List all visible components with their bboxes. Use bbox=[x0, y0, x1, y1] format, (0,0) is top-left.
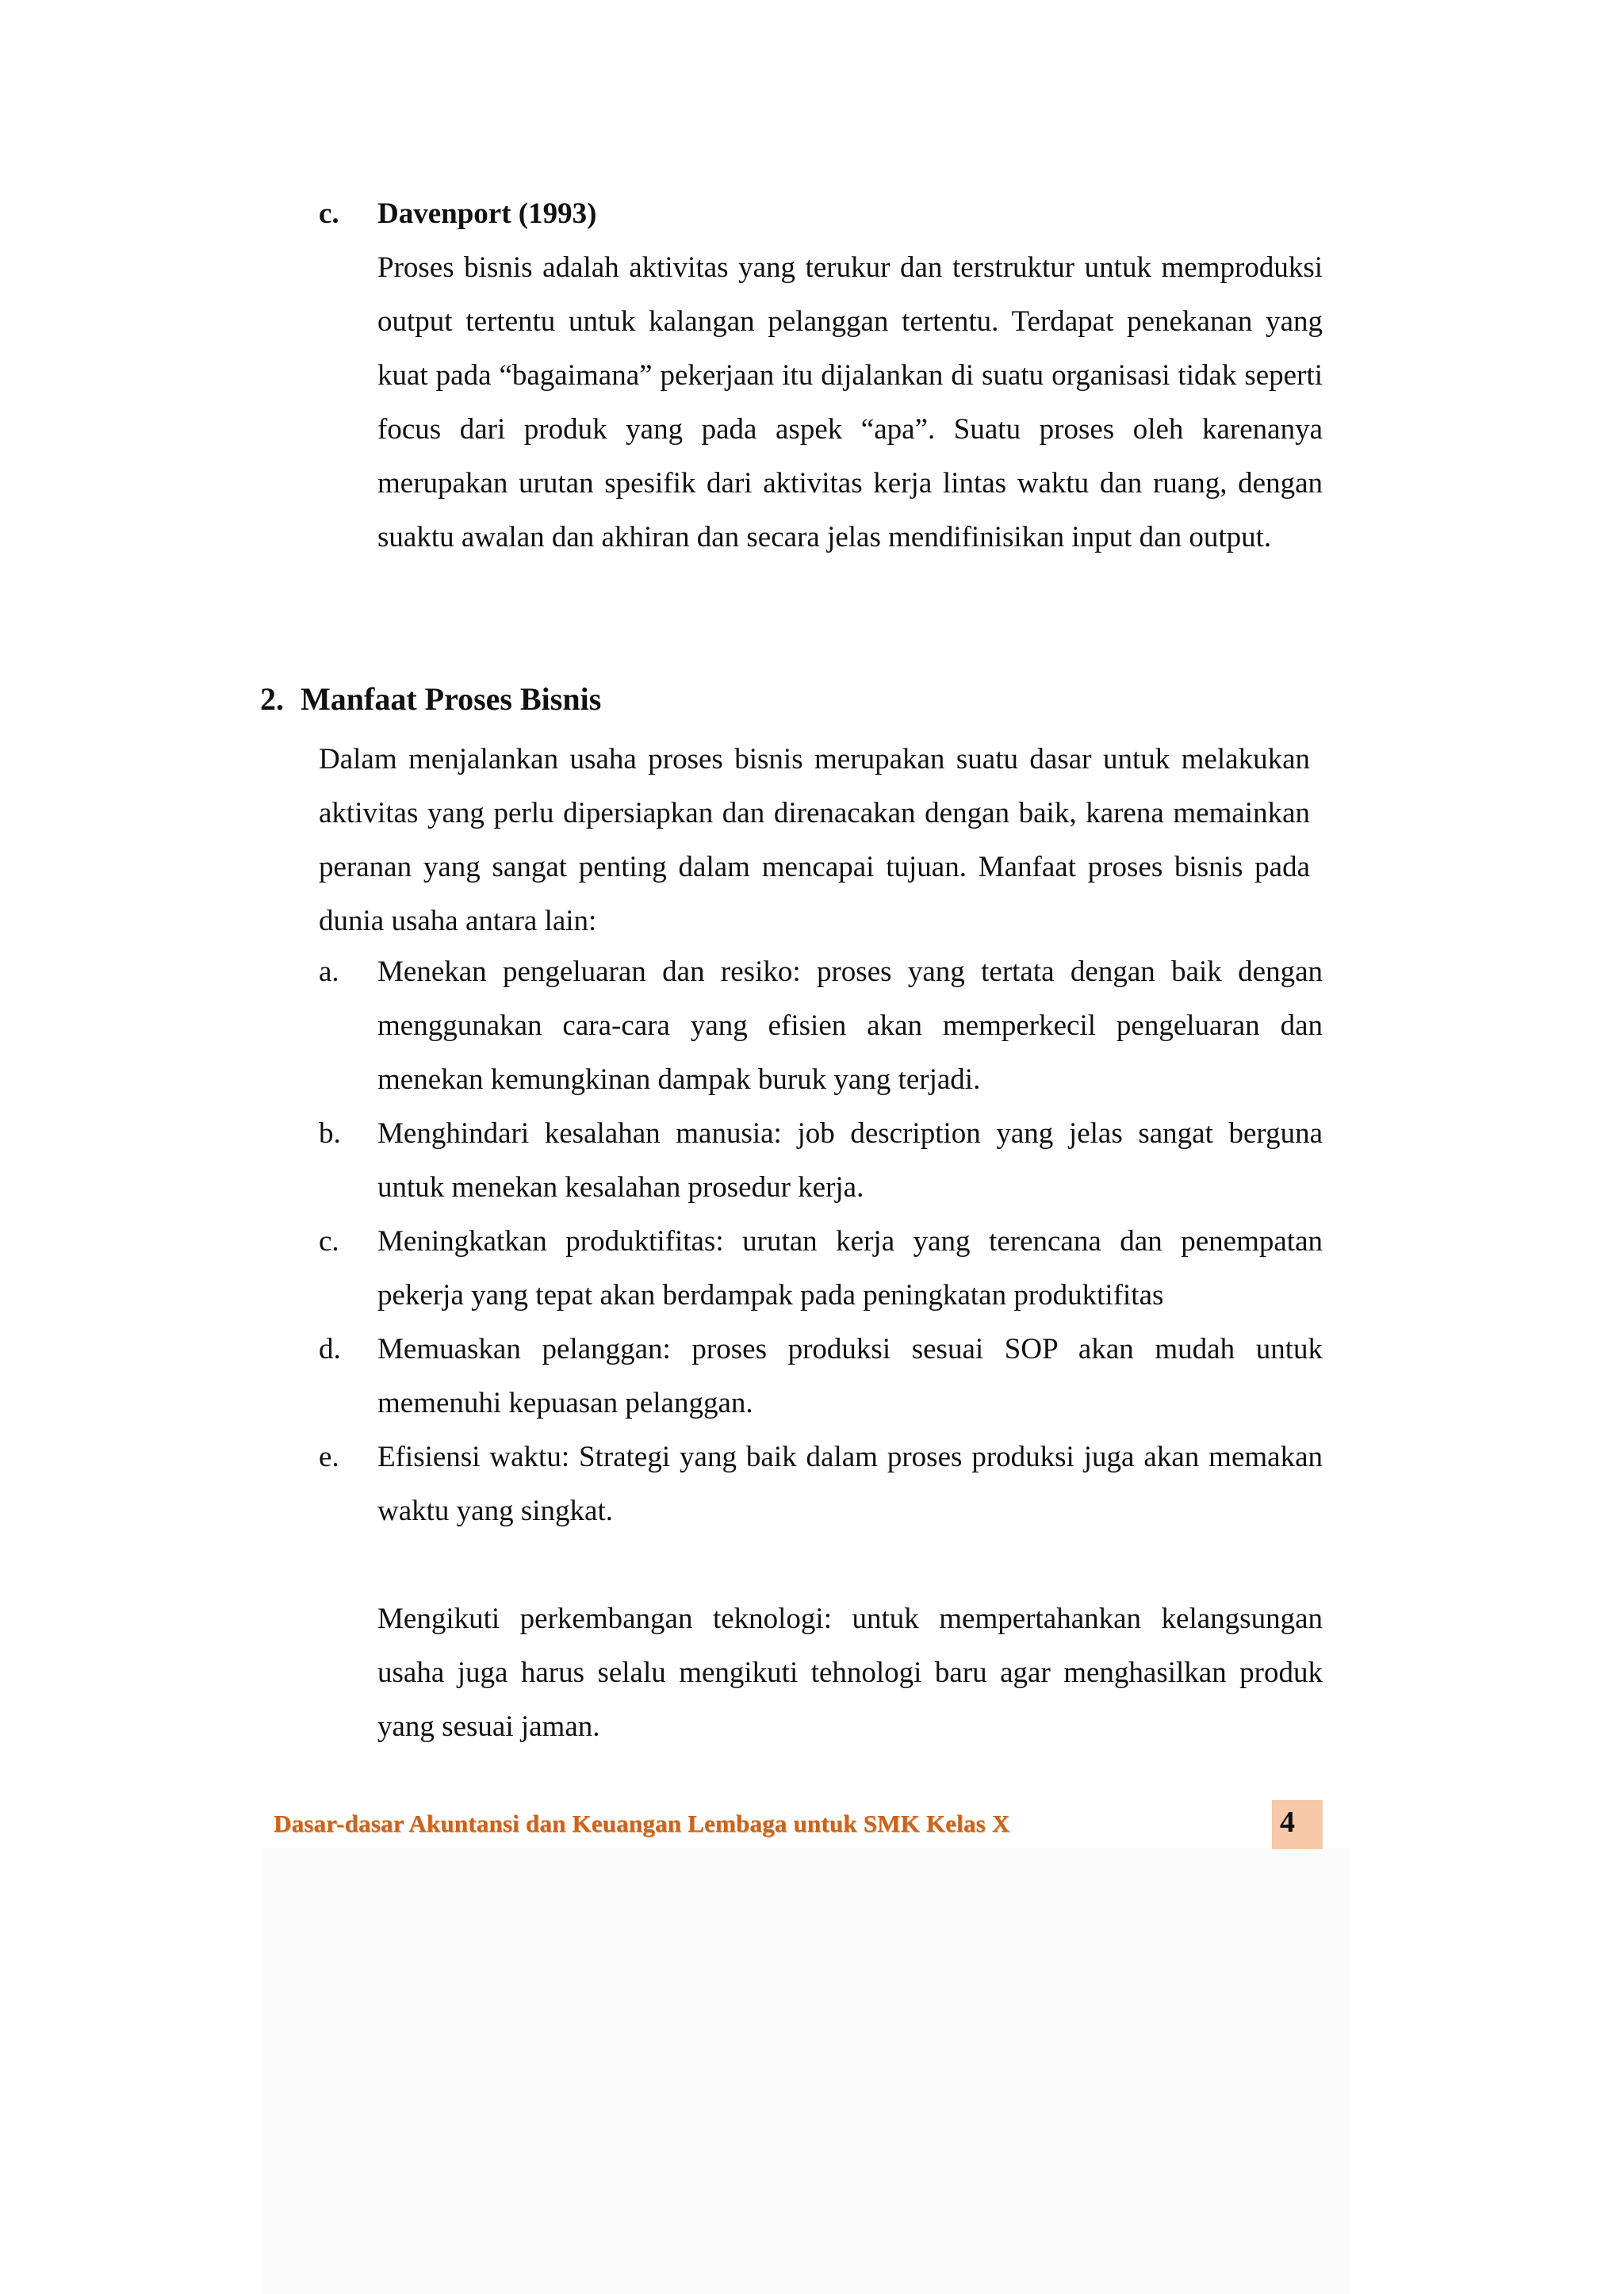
list-item bbox=[319, 1107, 1323, 1215]
list-item-marker: d. bbox=[319, 1333, 341, 1365]
list-item-text: Meningkatkan produktifitas: urutan kerja yang terencana dan penempatan pekerja yang tepat akan berdampak pada peningkatan produktifitas bbox=[377, 1225, 1323, 1312]
continuation-paragraph: Mengikuti perkembangan teknologi: untuk mempertahankan kelangsungan usaha juga harus selalu mengikuti tehnologi baru agar menghasilkan produk yang sesuai jaman. bbox=[377, 1603, 1323, 1743]
list-item bbox=[319, 1430, 1323, 1538]
davenport-heading bbox=[319, 195, 596, 233]
list-item bbox=[319, 1323, 1323, 1430]
list-item-text: Memuaskan pelanggan: proses produksi sesuai SOP akan mudah untuk memenuhi kepuasan pelanggan. bbox=[377, 1333, 1323, 1419]
page-number: 4 bbox=[1272, 1800, 1323, 1849]
davenport-marker: c. bbox=[319, 197, 339, 230]
davenport-paragraph: Proses bisnis adalah aktivitas yang terukur dan terstruktur untuk memproduksi output tertentu untuk kalangan pelanggan tertentu. Terdapat penekanan yang kuat pada “bagaimana” pekerjaan itu dijalankan di suatu organisasi tidak seperti focus dari produk yang pada aspek “apa”. Suatu proses oleh karenanya merupakan urutan spesifik dari aktivitas kerja lintas waktu dan ruang, dengan suaktu awalan dan akhiran dan secara jelas mendifinisikan input dan output. bbox=[377, 251, 1323, 553]
davenport-title: Davenport (1993) bbox=[377, 197, 597, 230]
list-item bbox=[319, 1215, 1323, 1323]
list-item-text: Menghindari kesalahan manusia: job description yang jelas sangat berguna untuk menekan kesalahan prosedur kerja. bbox=[377, 1117, 1323, 1204]
footer-book-title: Dasar-dasar Akuntansi dan Keuangan Lembaga untuk SMK Kelas X bbox=[274, 1810, 1010, 1837]
list-item-marker: c. bbox=[319, 1225, 339, 1258]
list-item-marker: a. bbox=[319, 956, 339, 988]
list-item-marker: b. bbox=[319, 1117, 341, 1150]
section-number: 2. bbox=[260, 681, 284, 717]
section-heading bbox=[260, 679, 601, 720]
list-item-text: Menekan pengeluaran dan resiko: proses yang tertata dengan baik dengan menggunakan cara-cara yang efisien akan memperkecil pengeluaran dan menekan kemungkinan dampak buruk yang terjadi. bbox=[377, 956, 1323, 1096]
list-item-marker: e. bbox=[319, 1441, 339, 1473]
section-title: Manfaat Proses Bisnis bbox=[301, 681, 602, 717]
page-shadow-area bbox=[263, 1848, 1350, 2294]
intro-paragraph: Dalam menjalankan usaha proses bisnis merupakan suatu dasar untuk melakukan aktivitas yang perlu dipersiapkan dan direnacakan dengan baik, karena memainkan peranan yang sangat penting dalam mencapai tujuan. Manfaat proses bisnis pada dunia usaha antara lain: bbox=[319, 743, 1310, 937]
benefit-list bbox=[319, 945, 1323, 1538]
list-item bbox=[319, 945, 1323, 1107]
list-item-text: Efisiensi waktu: Strategi yang baik dalam proses produksi juga akan memakan waktu yang singkat. bbox=[377, 1441, 1323, 1527]
